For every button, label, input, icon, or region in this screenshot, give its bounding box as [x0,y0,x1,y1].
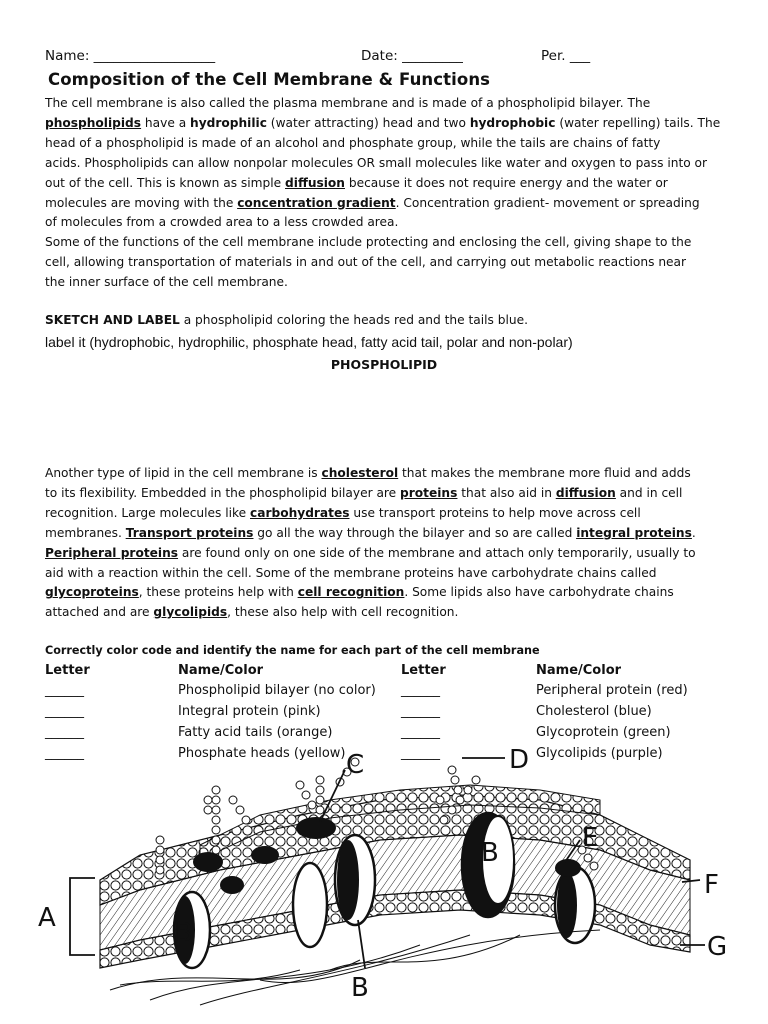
name-column-header: Name/Color [536,663,622,678]
term-cholesterol: cholesterol [321,466,399,480]
text-run: . Concentration gradient- movement or spreading [395,195,700,210]
text-run: , these also help with cell recognition. [227,605,459,620]
text-run: that also aid in [457,485,556,500]
intro-line: of molecules from a crowded area to a less crowded area. [45,215,399,230]
text-run: use transport proteins to help move across cell [349,505,641,520]
label-e: E [582,823,599,853]
name-field-label: Name: __________________ [45,48,216,64]
term-diffusion: diffusion [555,485,616,500]
key-item-left: Phosphate heads (yellow) [178,746,346,761]
answer-blank[interactable]: ______ [45,746,84,761]
term-integral-proteins: integral proteins [576,525,692,540]
text-run: attached and are [45,605,154,620]
key-item-left: Integral protein (pink) [178,704,321,719]
text-run: Another type of lipid in the cell membrane is [45,466,322,480]
term-cell-recognition: cell recognition [297,585,405,600]
letter-column-header: Letter [401,663,446,678]
key-item-right: Glycoprotein (green) [536,725,671,740]
intro-line: head of a phospholipid is made of an alcohol and phosphate group, while the tails are chains of fatty [45,135,661,150]
term-hydrophobic: hydrophobic [469,115,556,130]
label-a: A [38,903,56,933]
label-b-bottom: B [351,973,369,1003]
term-concentration-gradient: concentration gradient [237,195,396,210]
name-column-header: Name/Color [178,663,264,678]
letter-column-header: Letter [45,663,90,678]
term-peripheral-proteins: Peripheral proteins [45,545,179,560]
label-instruction: label it (hydrophobic, hydrophilic, phosphate head, fatty acid tail, polar and non-polar) [45,334,573,350]
text-run: have a [141,115,191,130]
text-run: . [691,525,696,540]
para-line: aid with a reaction within the cell. Some of the membrane proteins have carbohydrate chains called [45,565,657,580]
intro-line: the inner surface of the cell membrane. [45,275,288,290]
term-carbohydrates: carbohydrates [250,505,350,520]
intro-line: cell, allowing transportation of materials in and out of the cell, and carrying out metabolic reactions near [45,255,687,270]
text-run: a phospholipid coloring the heads red and the tails blue. [179,313,528,327]
text-run: that makes the membrane more fluid and adds [398,466,691,480]
text-run: are found only on one side of the membrane and attach only temporarily, usually to [178,545,696,560]
term-glycoproteins: glycoproteins [45,585,139,600]
answer-blank[interactable]: ______ [401,704,440,719]
term-phospholipids: phospholipids [45,115,142,130]
intro-line: acids. Phospholipids can allow nonpolar molecules OR small molecules like water and oxygen to pass into or [45,155,708,170]
key-item-right: Cholesterol (blue) [536,704,652,719]
answer-blank[interactable]: ______ [45,704,84,719]
term-glycolipids: glycolipids [153,605,228,620]
text-run: . Some lipids also have carbohydrate chains [404,585,674,600]
label-b-right: B [481,838,499,868]
label-c: C [346,750,365,780]
sketch-instruction-bold: SKETCH AND LABEL [45,313,180,327]
key-item-left: Phospholipid bilayer (no color) [178,683,376,698]
term-diffusion: diffusion [285,175,345,190]
term-hydrophilic: hydrophilic [190,115,267,130]
key-item-right: Peripheral protein (red) [536,683,688,698]
term-transport-proteins: Transport proteins [125,525,254,540]
color-code-instruction: Correctly color code and identify the name for each part of the cell membrane [45,644,540,657]
text-run: membranes. [45,525,126,540]
text-run: go all the way through the bilayer and so are called [253,525,577,540]
text-run: out of the cell. This is known as simple [45,175,286,190]
page-title: Composition of the Cell Membrane & Functions [48,70,491,89]
date-field-label: Date: _________ [361,48,463,64]
text-run: (water repelling) tails. The [555,115,721,130]
answer-blank[interactable]: ______ [401,725,440,740]
intro-line: Some of the functions of the cell membrane include protecting and enclosing the cell, giving shape to the [45,235,692,250]
text-run: because it does not require energy and the water or [344,175,668,190]
intro-line: The cell membrane is also called the plasma membrane and is made of a phospholipid bilayer. The [45,96,651,110]
text-run: (water attracting) head and two [266,115,470,130]
text-run: , these proteins help with [138,585,298,600]
key-item-left: Fatty acid tails (orange) [178,725,333,740]
text-run: molecules are moving with the [45,195,238,210]
label-g: G [707,932,728,962]
answer-blank[interactable]: ______ [401,746,440,761]
answer-blank[interactable]: ______ [401,683,440,698]
text-run: to its flexibility. Embedded in the phospholipid bilayer are [45,485,401,500]
label-d: D [509,745,530,775]
label-b-left: B [175,918,193,948]
phospholipid-heading: PHOSPHOLIPID [330,357,438,372]
text-run: and in cell [615,485,683,500]
label-f: F [704,870,719,900]
text-run: recognition. Large molecules like [45,505,251,520]
term-proteins: proteins [400,485,458,500]
key-item-right: Glycolipids (purple) [536,746,663,761]
answer-blank[interactable]: ______ [45,725,84,740]
period-field-label: Per. ___ [541,48,591,64]
answer-blank[interactable]: ______ [45,683,84,698]
